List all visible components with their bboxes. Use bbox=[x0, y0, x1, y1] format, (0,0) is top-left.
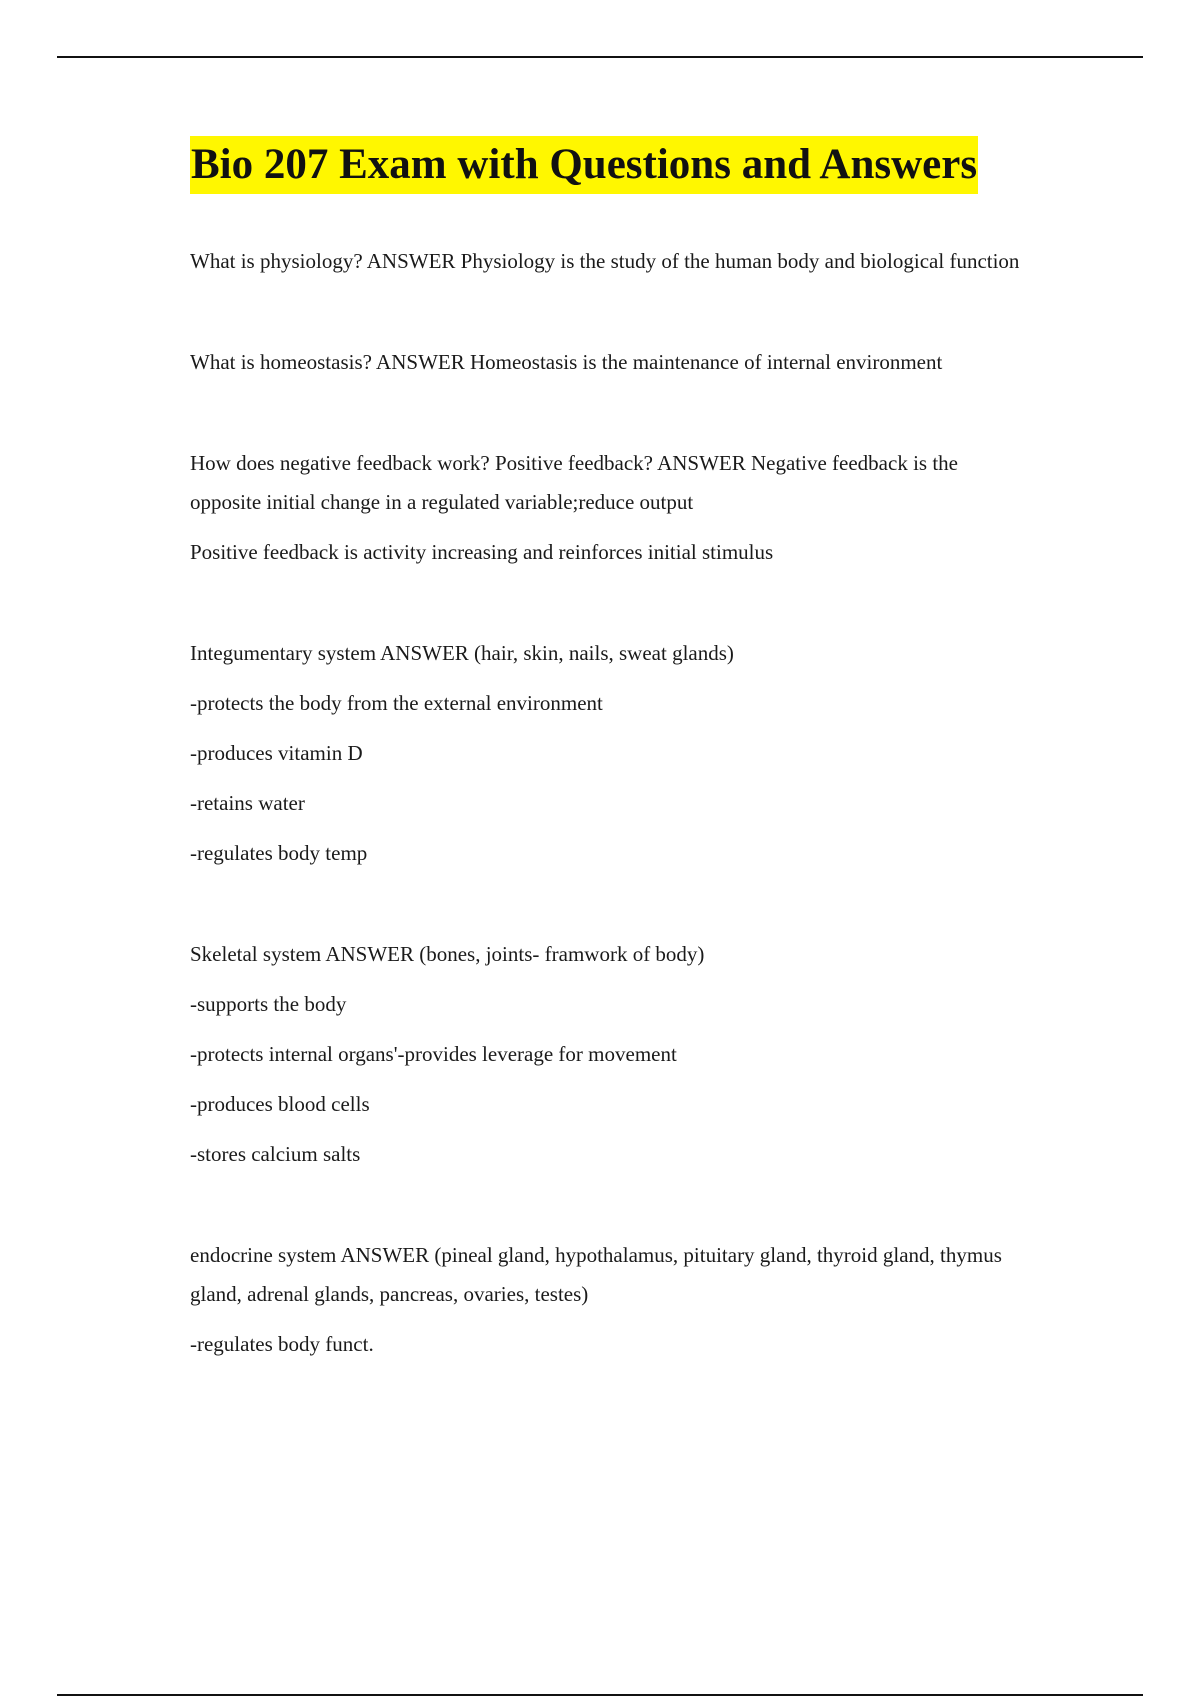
qa-line: Integumentary system ANSWER (hair, skin, nails, sweat glands) bbox=[190, 641, 734, 665]
qa-entry-feedback bbox=[190, 444, 1030, 572]
qa-entry-physiology bbox=[190, 242, 1030, 281]
page-top-rule bbox=[57, 56, 1143, 58]
qa-line: -regulates body temp bbox=[190, 841, 368, 865]
qa-line: Positive feedback is activity increasing and reinforces initial stimulus bbox=[190, 540, 774, 564]
qa-line: endocrine system ANSWER (pineal gland, hypothalamus, pituitary gland, thyroid gland, thymus gland, adrenal glands, pancreas, ovaries, testes) bbox=[190, 1243, 1002, 1306]
qa-entry-integumentary bbox=[190, 634, 1030, 873]
title-block bbox=[190, 136, 1030, 194]
qa-line: -retains water bbox=[190, 791, 305, 815]
qa-line: What is physiology? ANSWER Physiology is the study of the human body and biological function bbox=[190, 249, 1020, 273]
qa-line: -stores calcium salts bbox=[190, 1142, 361, 1166]
page-bottom-rule bbox=[57, 1694, 1143, 1696]
qa-entry-skeletal bbox=[190, 935, 1030, 1174]
qa-line: -supports the body bbox=[190, 992, 347, 1016]
qa-line: -regulates body funct. bbox=[190, 1332, 374, 1356]
qa-entry-homeostasis bbox=[190, 343, 1030, 382]
qa-line: -produces vitamin D bbox=[190, 741, 363, 765]
qa-line: How does negative feedback work? Positive feedback? ANSWER Negative feedback is the opposite initial change in a regulated variable;reduce output bbox=[190, 451, 958, 514]
qa-entry-endocrine bbox=[190, 1236, 1030, 1364]
qa-line: What is homeostasis? ANSWER Homeostasis is the maintenance of internal environment bbox=[190, 350, 943, 374]
document-title: Bio 207 Exam with Questions and Answers bbox=[190, 136, 978, 194]
qa-line: -produces blood cells bbox=[190, 1092, 370, 1116]
document-body bbox=[190, 136, 1030, 1364]
qa-line: -protects internal organs'-provides leverage for movement bbox=[190, 1042, 677, 1066]
qa-line: Skeletal system ANSWER (bones, joints- framwork of body) bbox=[190, 942, 705, 966]
qa-line: -protects the body from the external environment bbox=[190, 691, 603, 715]
